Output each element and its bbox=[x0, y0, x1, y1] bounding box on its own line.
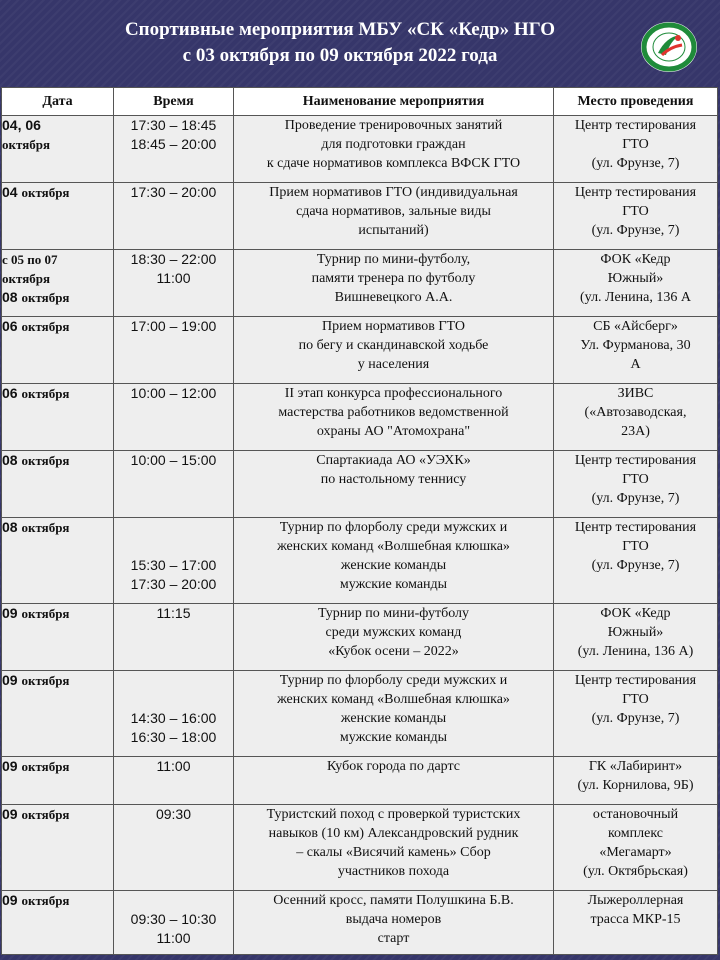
event-name-line: Прием нормативов ГТО (индивидуальная bbox=[269, 185, 518, 200]
date-cell bbox=[2, 116, 114, 183]
event-name-cell bbox=[234, 604, 554, 671]
date-line bbox=[2, 805, 113, 824]
venue-cell bbox=[554, 757, 718, 805]
time-cell bbox=[114, 384, 234, 451]
date-day: 04, 06 bbox=[2, 117, 41, 133]
venue-line: ФОК «Кедр bbox=[600, 606, 671, 621]
date-cell bbox=[2, 891, 114, 955]
venue-line: Лыжероллерная bbox=[587, 893, 684, 908]
date-line bbox=[2, 671, 113, 690]
time-cell bbox=[114, 891, 234, 955]
date-day: 09 bbox=[2, 605, 18, 621]
event-name-cell bbox=[234, 891, 554, 955]
time-line bbox=[114, 537, 233, 556]
table-row bbox=[2, 518, 718, 604]
event-name-line: по настольному теннису bbox=[320, 472, 467, 487]
event-name-line: испытаний) bbox=[358, 223, 429, 238]
venue-line: А bbox=[630, 357, 641, 372]
event-name-line: Осенний кросс, памяти Полушкина Б.В. bbox=[273, 893, 514, 908]
venue-cell bbox=[554, 805, 718, 891]
venue-line: (ул. Корнилова, 9Б) bbox=[577, 778, 694, 793]
venue-cell bbox=[554, 116, 718, 183]
event-name-line: к сдаче нормативов комплекса ВФСК ГТО bbox=[266, 156, 521, 171]
time-line: 17:30 – 20:00 bbox=[130, 576, 217, 592]
date-cell bbox=[2, 384, 114, 451]
table-row bbox=[2, 250, 718, 317]
column-header-time: Время bbox=[114, 88, 234, 116]
table-row bbox=[2, 891, 718, 955]
event-name-line: женские команды bbox=[340, 558, 447, 573]
table-row bbox=[2, 805, 718, 891]
time-cell bbox=[114, 317, 234, 384]
date-day: 04 bbox=[2, 184, 18, 200]
date-month: октября bbox=[21, 386, 70, 401]
date-day: 08 bbox=[2, 289, 18, 305]
event-name-line: памяти тренера по футболу bbox=[311, 271, 476, 286]
venue-line: ЗИВС bbox=[617, 386, 654, 401]
time-cell bbox=[114, 250, 234, 317]
event-name-line: женских команд «Волшебная клюшка» bbox=[277, 539, 510, 554]
time-line bbox=[114, 891, 233, 910]
event-name-line: Вишневецкого А.А. bbox=[334, 290, 453, 305]
time-line: 16:30 – 18:00 bbox=[130, 729, 217, 745]
table-row bbox=[2, 671, 718, 757]
event-name-cell bbox=[234, 757, 554, 805]
column-header-date: Дата bbox=[2, 88, 114, 116]
event-name-line: Турнир по флорболу среди мужских и bbox=[279, 673, 508, 688]
event-name-line: Турнир по флорболу среди мужских и bbox=[279, 520, 508, 535]
venue-line: Центр тестирования bbox=[574, 118, 697, 133]
venue-cell bbox=[554, 183, 718, 250]
date-cell bbox=[2, 250, 114, 317]
venue-line: (ул. Фрунзе, 7) bbox=[591, 156, 680, 171]
event-name-line: мужские команды bbox=[339, 577, 448, 592]
venue-line: (ул. Фрунзе, 7) bbox=[591, 491, 680, 506]
venue-line: ГТО bbox=[622, 539, 649, 554]
venue-line: Центр тестирования bbox=[574, 185, 697, 200]
date-day: 08 bbox=[2, 519, 18, 535]
event-name-line: участников похода bbox=[337, 864, 450, 879]
date-month: октября bbox=[2, 137, 51, 152]
date-month: октября bbox=[21, 673, 70, 688]
time-line bbox=[114, 518, 233, 537]
event-name-line: – скалы «Висячий камень» Сбор bbox=[296, 845, 491, 860]
date-line bbox=[2, 604, 113, 623]
time-cell bbox=[114, 116, 234, 183]
table-row bbox=[2, 317, 718, 384]
event-name-cell bbox=[234, 518, 554, 604]
venue-line: (ул. Фрунзе, 7) bbox=[591, 223, 680, 238]
venue-line: (ул. Октябрьская) bbox=[583, 864, 688, 879]
venue-line: Южный» bbox=[607, 625, 664, 640]
event-name-cell bbox=[234, 805, 554, 891]
venue-line: ГТО bbox=[622, 137, 649, 152]
venue-cell bbox=[554, 604, 718, 671]
date-cell bbox=[2, 604, 114, 671]
time-cell bbox=[114, 671, 234, 757]
time-line: 11:00 bbox=[156, 758, 191, 774]
date-line bbox=[2, 451, 113, 470]
table-header-row bbox=[2, 88, 718, 116]
date-month: октября bbox=[21, 893, 70, 908]
table-row bbox=[2, 116, 718, 183]
venue-line: (ул. Ленина, 136 А bbox=[580, 290, 691, 305]
venue-line: («Автозаводская, bbox=[584, 405, 687, 420]
date-cell bbox=[2, 451, 114, 518]
date-line bbox=[2, 384, 113, 403]
venue-line: 23А) bbox=[621, 424, 650, 439]
date-day: 06 bbox=[2, 318, 18, 334]
time-cell bbox=[114, 518, 234, 604]
event-name-line: среди мужских команд bbox=[325, 625, 462, 640]
venue-line: Центр тестирования bbox=[574, 673, 697, 688]
time-line: 09:30 bbox=[155, 806, 192, 822]
venue-line: ГТО bbox=[622, 204, 649, 219]
date-month: октября bbox=[21, 453, 70, 468]
date-line bbox=[2, 116, 113, 135]
event-name-line: охраны АО "Атомохрана" bbox=[316, 424, 471, 439]
date-month: октября bbox=[2, 271, 51, 286]
date-line bbox=[2, 317, 113, 336]
date-month: октября bbox=[21, 807, 70, 822]
event-name-line: женских команд «Волшебная клюшка» bbox=[277, 692, 510, 707]
venue-line: остановочный bbox=[592, 807, 679, 822]
venue-cell bbox=[554, 250, 718, 317]
time-line: 18:30 – 22:00 bbox=[130, 251, 217, 267]
venue-line: СБ «Айсберг» bbox=[593, 319, 678, 334]
table-row bbox=[2, 757, 718, 805]
kedr-logo-icon bbox=[640, 21, 698, 73]
date-line bbox=[2, 183, 113, 202]
event-name-line: сдача нормативов, зальные виды bbox=[296, 204, 491, 219]
event-name-line: мастерства работников ведомственной bbox=[278, 405, 509, 420]
venue-line: ГТО bbox=[622, 692, 649, 707]
event-name-line: выдача номеров bbox=[345, 912, 442, 927]
table-row bbox=[2, 451, 718, 518]
time-cell bbox=[114, 757, 234, 805]
page-subtitle-dates: с 03 октября по 09 октября 2022 года bbox=[182, 45, 498, 66]
venue-line: (ул. Фрунзе, 7) bbox=[591, 558, 680, 573]
venue-line: (ул. Ленина, 136 А) bbox=[577, 644, 694, 659]
time-line: 09:30 – 10:30 bbox=[130, 911, 217, 927]
venue-line: Центр тестирования bbox=[574, 453, 697, 468]
page-title: Спортивные мероприятия МБУ «СК «Кедр» НГО bbox=[124, 19, 556, 40]
venue-line: Центр тестирования bbox=[574, 520, 697, 535]
date-month: октября bbox=[21, 759, 70, 774]
venue-cell bbox=[554, 384, 718, 451]
event-name-cell bbox=[234, 451, 554, 518]
venue-line: ГТО bbox=[622, 472, 649, 487]
time-cell bbox=[114, 805, 234, 891]
venue-line: Южный» bbox=[607, 271, 664, 286]
event-name-line: женские команды bbox=[340, 711, 447, 726]
time-cell bbox=[114, 451, 234, 518]
venue-cell bbox=[554, 518, 718, 604]
date-line bbox=[2, 269, 113, 288]
date-day: 08 bbox=[2, 452, 18, 468]
page-header bbox=[0, 0, 720, 86]
date-cell bbox=[2, 671, 114, 757]
event-name-cell bbox=[234, 183, 554, 250]
event-name-line: для подготовки граждан bbox=[321, 137, 466, 152]
event-name-line: «Кубок осени – 2022» bbox=[328, 644, 459, 659]
date-cell bbox=[2, 518, 114, 604]
event-name-line: мужские команды bbox=[339, 730, 448, 745]
event-name-line: Туристский поход с проверкой туристских bbox=[266, 807, 521, 822]
event-name-line: у населения bbox=[357, 357, 430, 372]
table-row bbox=[2, 384, 718, 451]
time-line: 10:00 – 15:00 bbox=[130, 452, 217, 468]
column-header-place: Место проведения bbox=[554, 88, 718, 116]
date-cell bbox=[2, 183, 114, 250]
date-day: 09 bbox=[2, 672, 18, 688]
date-line bbox=[2, 250, 113, 269]
date-line bbox=[2, 518, 113, 537]
venue-cell bbox=[554, 451, 718, 518]
event-name-line: по бегу и скандинавской ходьбе bbox=[298, 338, 489, 353]
event-name-cell bbox=[234, 671, 554, 757]
venue-cell bbox=[554, 891, 718, 955]
time-line bbox=[114, 690, 233, 709]
date-line bbox=[2, 135, 113, 154]
time-cell bbox=[114, 183, 234, 250]
date-cell bbox=[2, 757, 114, 805]
event-name-cell bbox=[234, 317, 554, 384]
event-name-line: Спартакиада АО «УЭХК» bbox=[316, 453, 471, 468]
venue-line: трасса МКР-15 bbox=[590, 912, 681, 927]
venue-line: Ул. Фурманова, 30 bbox=[580, 338, 691, 353]
table-row bbox=[2, 604, 718, 671]
date-line bbox=[2, 891, 113, 910]
date-day: 09 bbox=[2, 892, 18, 908]
event-name-cell bbox=[234, 384, 554, 451]
date-line bbox=[2, 288, 113, 307]
event-name-line: Проведение тренировочных занятий bbox=[284, 118, 503, 133]
time-line: 17:30 – 18:45 bbox=[130, 117, 217, 133]
date-cell bbox=[2, 805, 114, 891]
date-month: октября bbox=[21, 606, 70, 621]
time-line: 11:00 bbox=[156, 270, 191, 286]
venue-line: комплекс bbox=[607, 826, 664, 841]
venue-line: ФОК «Кедр bbox=[600, 252, 671, 267]
date-month: октября bbox=[21, 185, 70, 200]
venue-line: (ул. Фрунзе, 7) bbox=[591, 711, 680, 726]
event-name-line: навыков (10 км) Александровский рудник bbox=[268, 826, 519, 841]
venue-cell bbox=[554, 671, 718, 757]
event-name-cell bbox=[234, 250, 554, 317]
time-cell bbox=[114, 604, 234, 671]
date-month: октября bbox=[21, 319, 70, 334]
column-header-name: Наименование мероприятия bbox=[234, 88, 554, 116]
date-month: октября bbox=[21, 290, 70, 305]
date-day: 09 bbox=[2, 806, 18, 822]
event-name-line: Турнир по мини-футболу, bbox=[316, 252, 471, 267]
time-line: 17:30 – 20:00 bbox=[130, 184, 217, 200]
event-name-line: старт bbox=[377, 931, 410, 946]
table-row bbox=[2, 183, 718, 250]
event-name-line: Прием нормативов ГТО bbox=[322, 319, 465, 334]
date-cell bbox=[2, 317, 114, 384]
date-line bbox=[2, 757, 113, 776]
date-month: октября bbox=[21, 520, 70, 535]
venue-line: ГК «Лабиринт» bbox=[588, 759, 683, 774]
date-month: с 05 по 07 bbox=[2, 252, 58, 267]
event-name-cell bbox=[234, 116, 554, 183]
venue-cell bbox=[554, 317, 718, 384]
events-table bbox=[1, 87, 718, 955]
time-line: 11:15 bbox=[156, 605, 191, 621]
time-line: 17:00 – 19:00 bbox=[130, 318, 217, 334]
date-day: 09 bbox=[2, 758, 18, 774]
time-line: 15:30 – 17:00 bbox=[130, 557, 217, 573]
date-day: 06 bbox=[2, 385, 18, 401]
time-line: 14:30 – 16:00 bbox=[130, 710, 217, 726]
event-name-line: Турнир по мини-футболу bbox=[317, 606, 470, 621]
event-name-line: II этап конкурса профессионального bbox=[284, 386, 503, 401]
time-line bbox=[114, 671, 233, 690]
time-line: 11:00 bbox=[156, 930, 191, 946]
event-name-line: Кубок города по дартс bbox=[327, 759, 460, 774]
venue-line: «Мегамарт» bbox=[599, 845, 672, 860]
time-line: 18:45 – 20:00 bbox=[130, 136, 217, 152]
time-line: 10:00 – 12:00 bbox=[130, 385, 217, 401]
